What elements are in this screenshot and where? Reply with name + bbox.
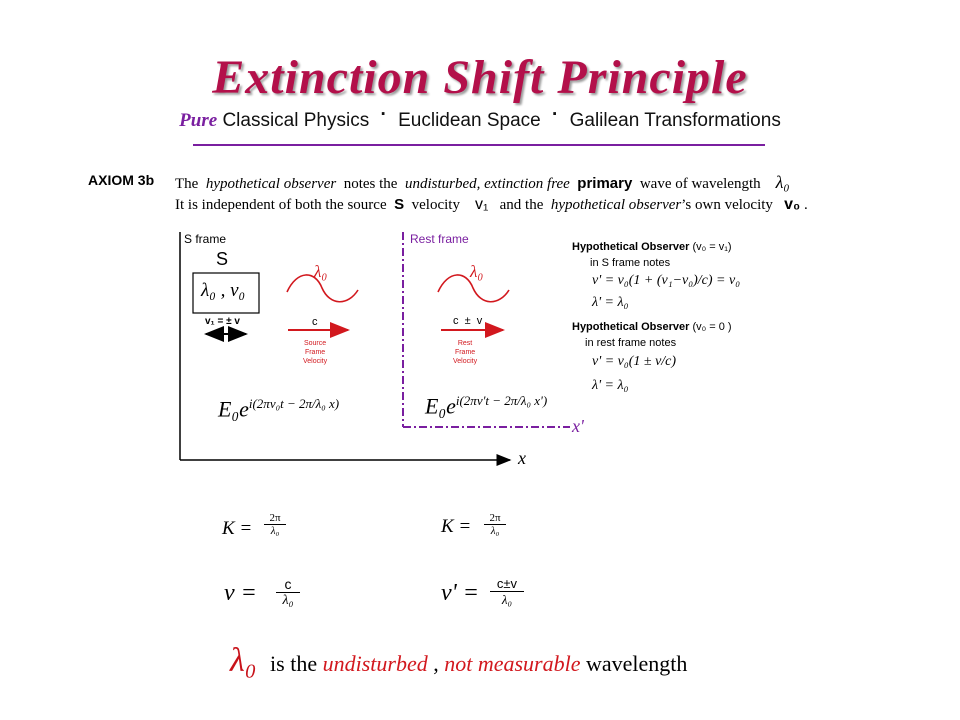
caption-line: Velocity [453, 358, 478, 365]
text: undisturbed [322, 651, 428, 676]
text: ’s own velocity [681, 197, 773, 213]
s-frame-formula [218, 396, 339, 422]
observer-eq-2a: ν' = ν₀(1 ± v/c) [592, 354, 677, 369]
formula-exponent: i(2πν't − 2π/λ₀ x') [455, 393, 548, 408]
k-right-fraction [484, 512, 506, 537]
subtitle-part1: Classical Physics [222, 110, 370, 131]
lambda-zero: λ₀ [775, 172, 790, 192]
nu-right-fraction [490, 576, 524, 608]
axiom-label: AXIOM 3b [88, 172, 155, 188]
text: hypothetical observer [205, 176, 337, 192]
caption-line: Frame [304, 349, 326, 356]
observer-heading-2 [572, 321, 732, 333]
caption-line: Rest [457, 340, 473, 347]
text: (v₀ = v₁) [692, 241, 732, 253]
observer-eq-2b: λ' = λ₀ [592, 378, 629, 393]
numerator: 2π [484, 512, 506, 525]
rest-velocity-caption [453, 339, 477, 366]
v1-label: v₁ = ± v [205, 316, 240, 327]
subtitle-part3: Galilean Transformations [569, 110, 781, 131]
caption-line: Frame [454, 349, 476, 356]
text: Hypothetical Observer [572, 321, 690, 333]
rest-c-label: c ± v [453, 315, 483, 327]
separator-dot: · [380, 104, 387, 125]
denominator: λ₀ [282, 593, 294, 608]
text: and the [499, 197, 544, 213]
observer-eq-1b: λ' = λ₀ [592, 295, 629, 310]
page-title: Extinction Shift Principle [212, 51, 748, 104]
text: S [394, 196, 405, 213]
source-box-text: λ₀ , ν₀ [201, 280, 246, 301]
nu-left-fraction [276, 576, 300, 609]
s-c-label: c [312, 316, 318, 328]
text: It is independent of both the source [175, 197, 387, 213]
lambda-zero: λ₀ [230, 642, 257, 679]
s-wave-lambda: λ₀ [314, 262, 328, 281]
numerator: c [276, 576, 300, 593]
s-velocity-caption [303, 339, 327, 366]
text: The [175, 176, 199, 192]
text: notes the [343, 176, 398, 192]
text: (v₀ = 0 ) [692, 321, 732, 333]
denominator: λ₀ [490, 525, 500, 537]
numerator: c±v [490, 576, 524, 592]
rest-frame-formula [425, 393, 547, 419]
rest-wave-lambda: λ₀ [470, 262, 484, 281]
text: undisturbed, extinction free [404, 176, 570, 192]
formula-base: E₀e [425, 393, 456, 419]
denominator: λ₀ [270, 525, 280, 537]
nu-left-lhs: ν = [224, 580, 257, 606]
observer-sub-1: in S frame notes [590, 257, 671, 269]
k-right-lhs: K = [441, 516, 472, 537]
observer-eq-1a: ν' = ν₀(1 + (v₁−v₀)/c) = ν₀ [592, 273, 741, 288]
denominator: λ₀ [501, 592, 513, 607]
text: , [433, 651, 439, 676]
caption-line: Velocity [303, 358, 328, 365]
numerator: 2π [264, 512, 286, 525]
text: . [804, 197, 808, 213]
source-label: S [216, 249, 229, 269]
observer-sub-2: in rest frame notes [585, 337, 677, 349]
text: is the [270, 651, 318, 676]
nu-right-lhs: ν' = [441, 580, 479, 606]
formula-exponent: i(2πν₀t − 2π/λ₀ x) [248, 396, 340, 411]
s-frame-label: S frame [184, 232, 227, 246]
rest-frame-label: Rest frame [410, 232, 469, 246]
text: Hypothetical Observer [572, 241, 690, 253]
text: primary [577, 175, 633, 192]
text: hypothetical observer [550, 197, 682, 213]
k-left-fraction [264, 512, 286, 537]
observer-heading-1 [572, 241, 732, 253]
s-x-axis-label: x [518, 448, 526, 468]
rest-x-axis-label: x' [572, 416, 584, 436]
caption-line: Source [303, 340, 327, 347]
text: not measurable [444, 651, 581, 676]
subtitle-part2: Euclidean Space [398, 110, 541, 131]
v1-symbol: v₁ [474, 196, 489, 213]
text: wavelength [586, 651, 688, 676]
text: wave of wavelength [639, 176, 761, 192]
separator-dot: · [552, 104, 559, 125]
formula-base: E₀e [218, 396, 249, 422]
text: velocity [411, 197, 460, 213]
subtitle-pure: Pure [179, 110, 218, 131]
bottom-statement [230, 642, 687, 680]
v0-symbol: v₀ [784, 196, 801, 213]
k-left-lhs: K = [222, 518, 253, 539]
